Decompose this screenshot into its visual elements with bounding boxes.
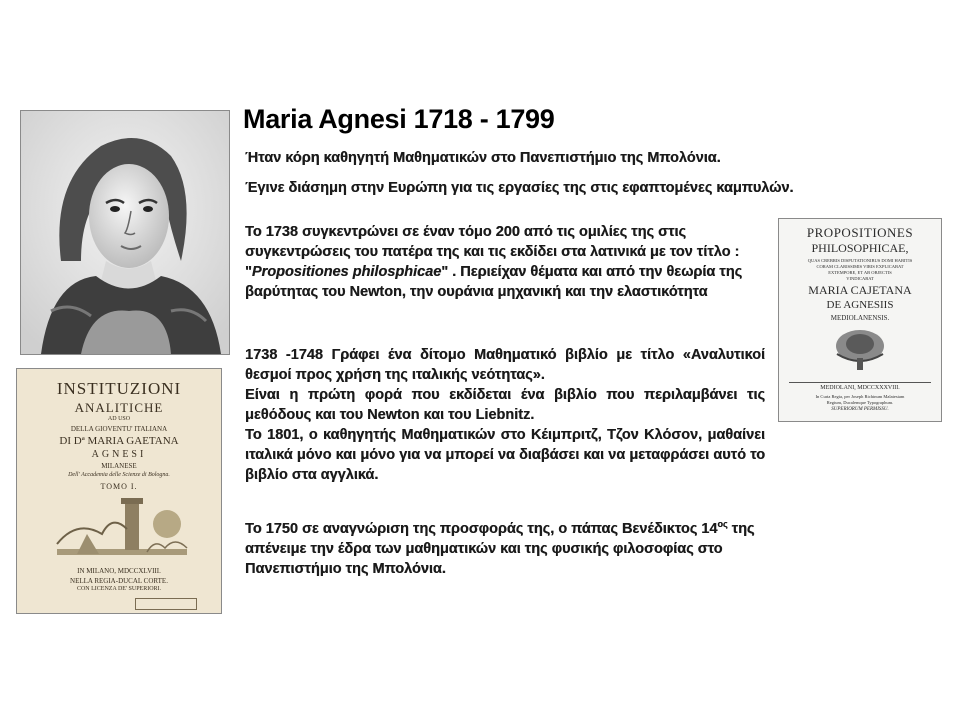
name-newton: Newton	[367, 407, 420, 423]
signature-stamp	[135, 598, 197, 610]
paragraph-propositiones	[245, 222, 745, 302]
book-cover-propositiones	[778, 218, 942, 422]
years-1738-1748: 1738 -1748	[245, 347, 323, 363]
text-run: .	[530, 407, 535, 423]
text-run: Το	[245, 520, 266, 537]
book-line: MARIA CAJETANA	[808, 283, 912, 297]
text-run: Το	[245, 224, 266, 240]
book-line: CORAM CLARISSIMIS VIRIS EXPLICABAT	[816, 264, 904, 269]
divider	[789, 382, 931, 383]
book-line: Regium, Ducalemque Typographum.	[826, 400, 894, 405]
paragraph-instituzioni	[245, 345, 765, 485]
text-run: " . Περιείχαν θέματα και από την θεωρία της βαρύτητας του Newton, την ουράνια μηχανική και την ελαστικότητα	[245, 264, 743, 300]
book-line: MILANESE	[101, 462, 137, 470]
book-line: PHILOSOPHICAE,	[811, 241, 909, 255]
book-line: NELLA REGIA-DUCAL CORTE.	[70, 577, 168, 585]
year-1738: 1738	[265, 224, 298, 240]
book-cover-instituzioni	[16, 368, 222, 614]
text-run: , ο καθηγητής Μαθηματικών στο Κέιμπριτζ, Τζον Κλόσον, μαθαίνει ιταλικά μόνο και μόνο για να μπορεί να διαβάσει και να μεταφράσει αυτό το βιβλίο στα αγγλικά.	[245, 427, 766, 483]
engraving-illustration	[37, 494, 201, 562]
slide-title: Maria Agnesi 1718 - 1799	[243, 104, 555, 134]
text-run: και του	[419, 407, 476, 423]
book-line: INSTITUZIONI	[56, 379, 182, 398]
text-run: Γράφει ένα δίτομο Μαθηματικό βιβλίο με τίτλο «Αναλυτικοί θεσμοί προς χρήση της ιταλικής νεότητας».	[245, 347, 766, 383]
book-line: TOMO I.	[100, 482, 138, 491]
book-line: SUPERIORUM PERMISSU.	[831, 407, 889, 412]
text-run: Είναι η πρώτη φορά που εκδίδεται ένα βιβλίο που περιλαμβάνει τις μεθόδους και του	[245, 387, 765, 423]
book-line: QUAS CREBRIS DISPUTATIONIBUS DOMI HABITIS	[807, 258, 913, 263]
text-run: συγκεντρώνει σε έναν τόμο 200 από τις ομιλίες της στις συγκεντρώσεις του πατέρα της και τις εκδίδει στα λατινικά με τον τίτλο : "	[245, 224, 740, 280]
book-line: IN MILANO, MDCCXLVIII.	[77, 567, 161, 575]
book-line: ANALITICHE	[74, 400, 164, 415]
ornament-illustration	[829, 324, 891, 374]
book-line: MEDIOLANI, MDCCXXXVIII.	[820, 385, 900, 391]
text-run: της απένειμε την έδρα των μαθηματικών και της φυσικής φιλοσοφίας στο Πανεπιστήμιο της Μπολόνια.	[245, 520, 755, 577]
year-1750: 1750	[265, 520, 298, 537]
ordinal-suffix: ος	[717, 519, 728, 529]
book-title: Propositiones philosphicae	[251, 264, 442, 280]
book-line: In Curia Regia, per Joseph Richinum Malatestam	[815, 394, 905, 399]
book-line: VINDICABAT	[846, 276, 874, 281]
text-run: Το	[245, 427, 268, 443]
name-liebnitz: Liebnitz	[475, 407, 531, 423]
book-line: DI Dª MARIA GAETANA	[59, 435, 179, 447]
portrait-drawing	[21, 111, 229, 354]
book-line: EXTEMPORE, ET AB OBJECTIS	[828, 270, 892, 275]
book-line: DE AGNESIIS	[826, 299, 894, 311]
book-line: CON LICENZA DE' SUPERIORI.	[76, 586, 162, 592]
book-line: MEDIOLANENSIS.	[830, 314, 890, 322]
text-run: σε αναγνώριση της προσφοράς της, ο πάπας Βενέδικτος 14	[297, 520, 718, 537]
book-line: PROPOSITIONES	[806, 225, 914, 240]
portrait-image	[20, 110, 230, 355]
book-line: AGNESI	[91, 449, 147, 460]
intro-line-1: Ήταν κόρη καθηγητή Μαθηματικών στο Πανεπιστήμιο της Μπολόνια.	[245, 150, 721, 166]
book-line: AD USO	[107, 416, 131, 422]
year-1801: 1801	[267, 427, 300, 443]
intro-line-2: Έγινε διάσημη στην Ευρώπη για τις εργασίες της στις εφαπτομένες καμπυλών.	[245, 180, 794, 196]
book-line: DELLA GIOVENTU' ITALIANA	[70, 425, 168, 433]
book-line: Dell' Accademia delle Scienze di Bologna.	[68, 472, 170, 478]
paragraph-pope	[245, 514, 790, 579]
